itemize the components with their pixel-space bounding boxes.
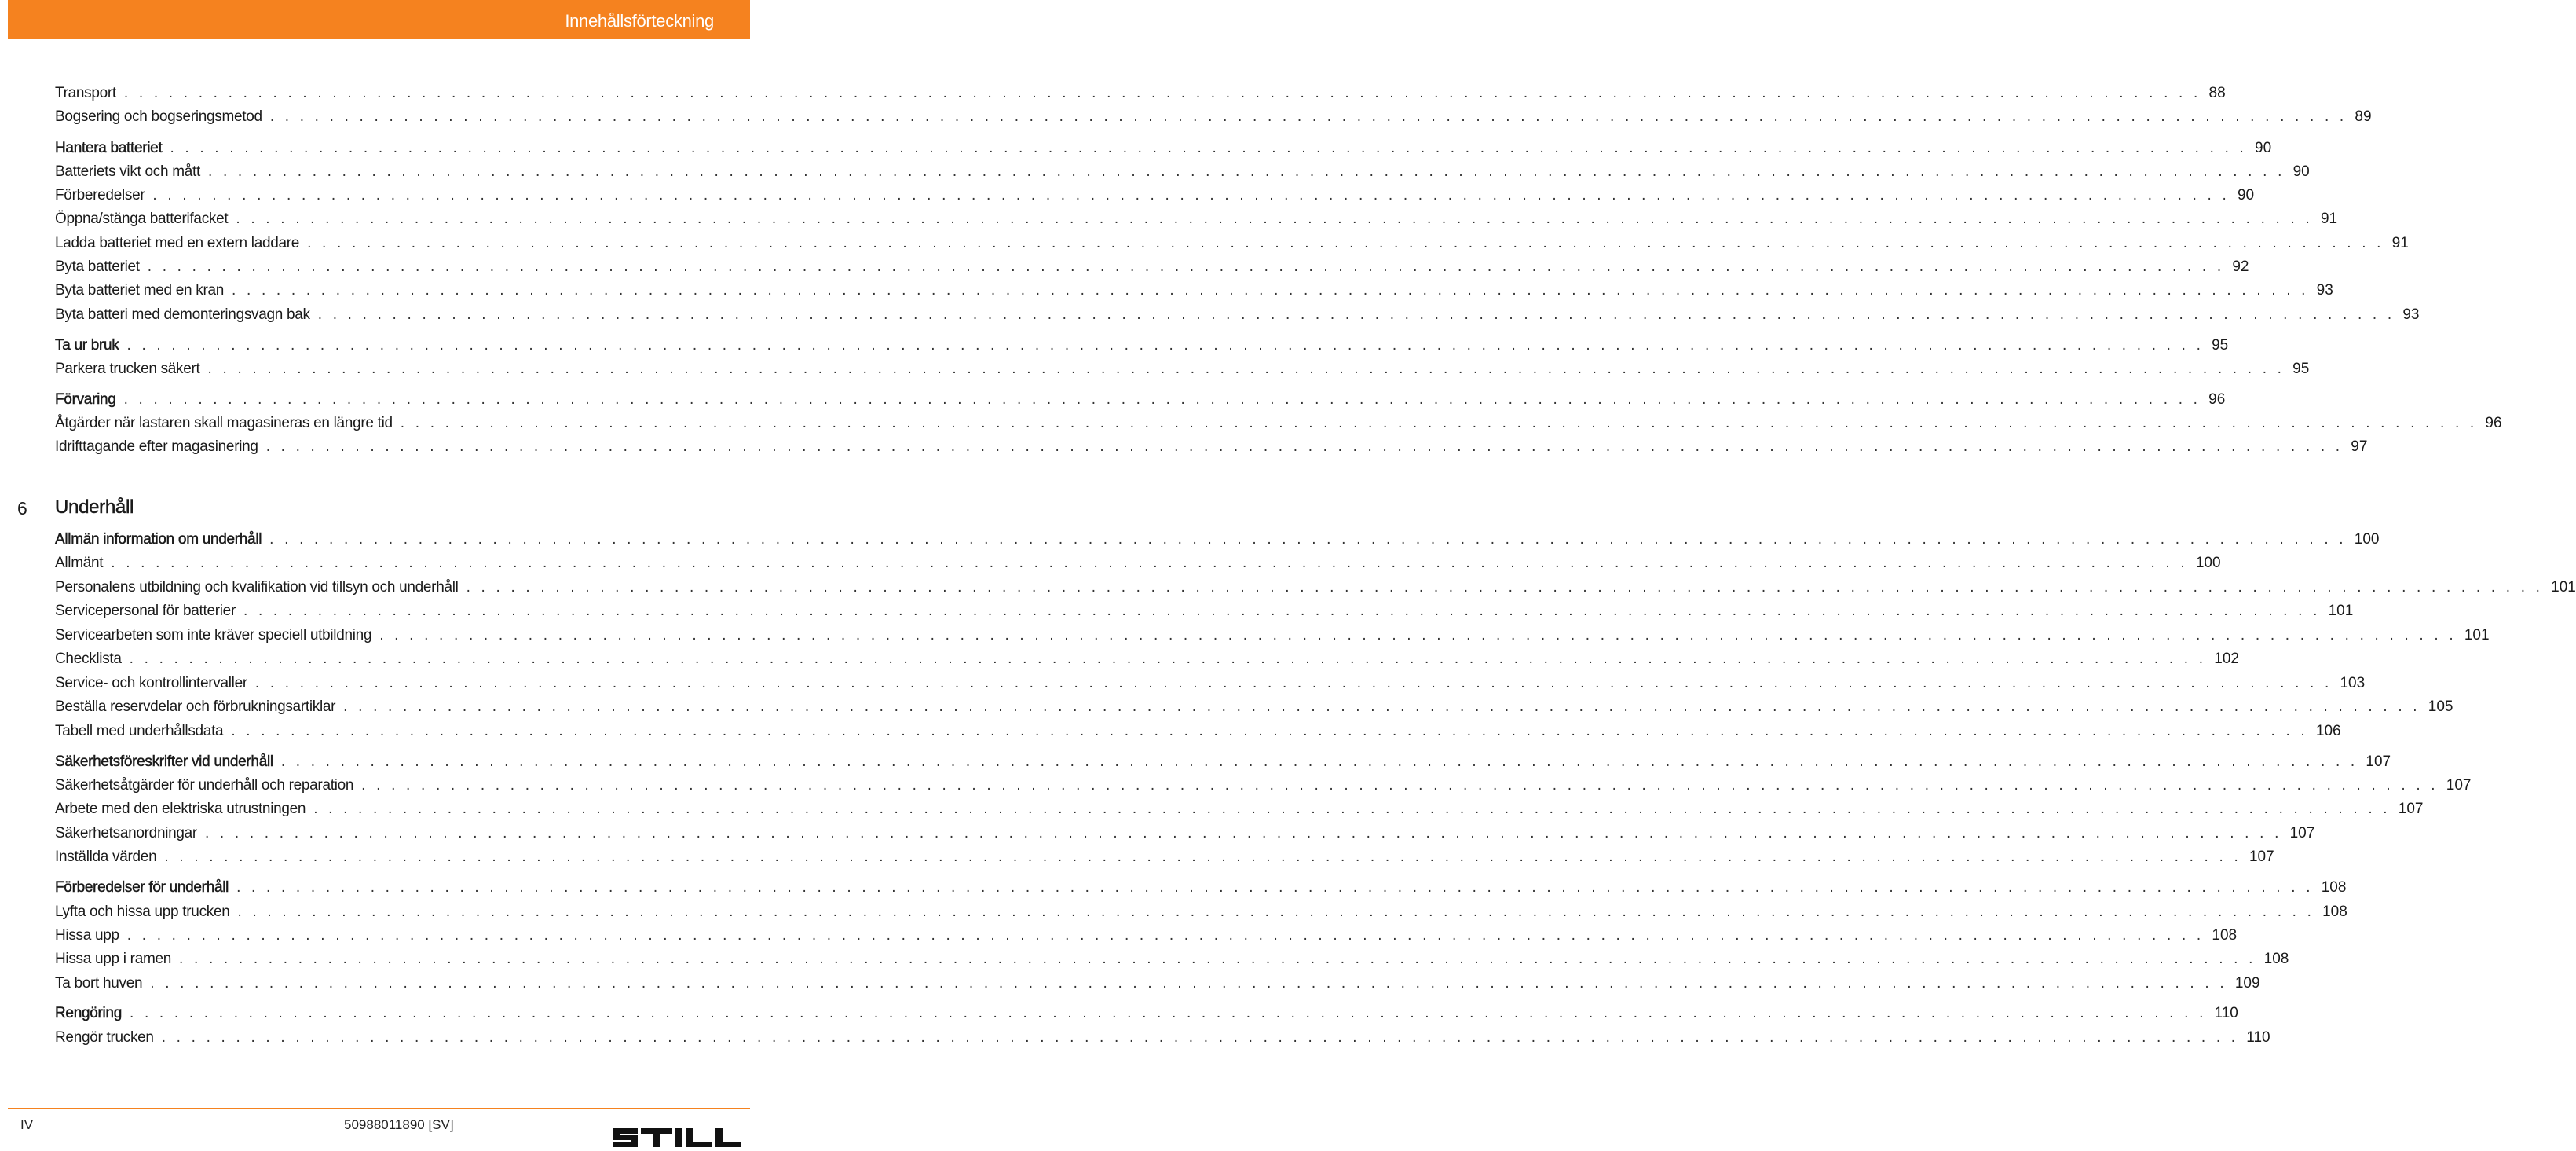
toc-entry[interactable]	[55, 720, 2341, 740]
toc-page-number: 107	[2366, 753, 2391, 770]
toc-entry[interactable]	[55, 624, 2490, 644]
dot-leader: . . . . . . . . . . . . . . . . . . . . . . . . . . . . . . . . . . . . . . . . . . . . . . . . . . . . . . . . . . . . . . . . . . . . . . . . . . . . . . . . . . . . . . . . . . . . . . . . . . . . . . . . . . . . . . . . . . . . . . . . . . . . . . . . . . . . . . . . . . . .	[236, 211, 2313, 227]
toc-page-number: 108	[2322, 904, 2347, 920]
dot-leader: . . . . . . . . . . . . . . . . . . . . . . . . . . . . . . . . . . . . . . . . . . . . . . . . . . . . . . . . . . . . . . . . . . . . . . . . . . . . . . . . . . . . . . . . . . . . . . . . . . . . . . . . . . . . . . . . . . . . . . . . . . . . . . . . . . . . . . . . . . . .	[207, 361, 2285, 377]
dot-leader: . . . . . . . . . . . . . . . . . . . . . . . . . . . . . . . . . . . . . . . . . . . . . . . . . . . . . . . . . . . . . . . . . . . . . . . . . . . . . . . . . . . . . . . . . . . . . . . . . . . . . . . . . . . . . . . . . . . . . . . . . . . . . . . . . . . . . . . . . . . .	[343, 698, 2420, 715]
toc-entry-label: Säkerhetsanordningar	[55, 825, 197, 841]
footer-page-number: IV	[20, 1117, 34, 1132]
toc-entry[interactable]	[55, 845, 2274, 866]
toc-entry-label: Ta bort huven	[55, 975, 143, 992]
toc-page-number: 102	[2214, 651, 2239, 667]
toc-page-number: 97	[2351, 438, 2368, 455]
dot-leader: . . . . . . . . . . . . . . . . . . . . . . . . . . . . . . . . . . . . . . . . . . . . . . . . . . . . . . . . . . . . . . . . . . . . . . . . . . . . . . . . . . . . . . . . . . . . . . . . . . . . . . . . . . . . . . . . . . . . . . . . . . . . . . . . . . . . . . . . . . . .	[243, 603, 2321, 619]
toc-page-number: 91	[2320, 211, 2338, 227]
toc-entry-label: Parkera trucken säkert	[55, 361, 200, 377]
toc-entry-label: Idrifttagande efter magasinering	[55, 438, 258, 455]
toc-entry[interactable]	[55, 207, 2338, 228]
toc-entry[interactable]	[55, 82, 2226, 102]
toc-section-entry[interactable]	[55, 1002, 2238, 1022]
toc-page-number: 96	[2208, 391, 2226, 408]
dot-leader: . . . . . . . . . . . . . . . . . . . . . . . . . . . . . . . . . . . . . . . . . . . . . . . . . . . . . . . . . . . . . . . . . . . . . . . . . . . . . . . . . . . . . . . . . . . . . . . . . . . . . . . . . . . . . . . . . . . . . . . . . . . . . . . . . . . . . . . . . . . .	[313, 801, 2391, 817]
dot-leader: . . . . . . . . . . . . . . . . . . . . . . . . . . . . . . . . . . . . . . . . . . . . . . . . . . . . . . . . . . . . . . . . . . . . . . . . . . . . . . . . . . . . . . . . . . . . . . . . . . . . . . . . . . . . . . . . . . . . . . . . . . . . . . . . . . . . . . . . . . . .	[123, 391, 2201, 408]
toc-entry-label: Byta batteriet med en kran	[55, 282, 225, 299]
dot-leader: . . . . . . . . . . . . . . . . . . . . . . . . . . . . . . . . . . . . . . . . . . . . . . . . . . . . . . . . . . . . . . . . . . . . . . . . . . . . . . . . . . . . . . . . . . . . . . . . . . . . . . . . . . . . . . . . . . . . . . . . . . . . . . . . . . . . . . . . . . . .	[280, 753, 2358, 770]
toc-section-entry[interactable]	[55, 137, 2272, 157]
toc-page-number: 108	[2263, 951, 2289, 967]
toc-page-number: 106	[2315, 723, 2341, 739]
toc-page-number: 88	[2208, 85, 2226, 101]
toc-page-number: 91	[2391, 235, 2409, 251]
toc-entry[interactable]	[55, 948, 2289, 968]
toc-entry[interactable]	[55, 357, 2310, 378]
toc-section-entry[interactable]	[55, 876, 2347, 896]
toc-entry[interactable]	[55, 774, 2472, 794]
toc-entry-label: Allmän information om underhåll	[55, 531, 262, 548]
footer-document-number: 50988011890 [SV]	[344, 1117, 454, 1132]
toc-page-number: 100	[2195, 555, 2221, 571]
dot-leader: . . . . . . . . . . . . . . . . . . . . . . . . . . . . . . . . . . . . . . . . . . . . . . . . . . . . . . . . . . . . . . . . . . . . . . . . . . . . . . . . . . . . . . . . . . . . . . . . . . . . . . . . . . . . . . . . . . . . . . . . . . . . . . . . . . . . . . . . . . . .	[317, 306, 2395, 323]
toc-entry[interactable]	[55, 822, 2315, 842]
dot-leader: . . . . . . . . . . . . . . . . . . . . . . . . . . . . . . . . . . . . . . . . . . . . . . . . . . . . . . . . . . . . . . . . . . . . . . . . . . . . . . . . . . . . . . . . . . . . . . . . . . . . . . . . . . . . . . . . . . . . . . . . . . . . . . . . . . . . . . . . . . . .	[164, 849, 2241, 865]
dot-leader: . . . . . . . . . . . . . . . . . . . . . . . . . . . . . . . . . . . . . . . . . . . . . . . . . . . . . . . . . . . . . . . . . . . . . . . . . . . . . . . . . . . . . . . . . . . . . . . . . . . . . . . . . . . . . . . . . . . . . . . . . . . . . . . . . . . . . . . . . . . .	[129, 651, 2207, 667]
toc-entry[interactable]	[55, 255, 2249, 276]
toc-entry[interactable]	[55, 232, 2409, 252]
toc-page-number: 107	[2249, 849, 2274, 865]
chapter-number: 6	[17, 498, 27, 519]
toc-entry[interactable]	[55, 105, 2372, 126]
toc-entry[interactable]	[55, 279, 2333, 299]
toc-entry[interactable]	[55, 924, 2238, 944]
dot-leader: . . . . . . . . . . . . . . . . . . . . . . . . . . . . . . . . . . . . . . . . . . . . . . . . . . . . . . . . . . . . . . . . . . . . . . . . . . . . . . . . . . . . . . . . . . . . . . . . . . . . . . . . . . . . . . . . . . . . . . . . . . . . . . . . . . . . . . . . . . . .	[269, 531, 2347, 548]
toc-page-number: 107	[2446, 777, 2472, 794]
toc-entry[interactable]	[55, 412, 2502, 432]
toc-entry-label: Checklista	[55, 651, 122, 667]
toc-entry[interactable]	[55, 900, 2347, 921]
dot-leader: . . . . . . . . . . . . . . . . . . . . . . . . . . . . . . . . . . . . . . . . . . . . . . . . . . . . . . . . . . . . . . . . . . . . . . . . . . . . . . . . . . . . . . . . . . . . . . . . . . . . . . . . . . . . . . . . . . . . . . . . . . . . . . . . . . . . . . . . . . . .	[231, 723, 2308, 739]
toc-page-number: 90	[2237, 187, 2255, 203]
toc-page-number: 107	[2398, 801, 2424, 817]
dot-leader: . . . . . . . . . . . . . . . . . . . . . . . . . . . . . . . . . . . . . . . . . . . . . . . . . . . . . . . . . . . . . . . . . . . . . . . . . . . . . . . . . . . . . . . . . . . . . . . . . . . . . . . . . . . . . . . . . . . . . . . . . . . . . . . . . . . . . . . . . . . .	[179, 951, 2256, 967]
toc-entry[interactable]	[55, 435, 2368, 456]
toc-entry-label: Rengöring	[55, 1005, 122, 1021]
toc-entry[interactable]	[55, 672, 2366, 692]
toc-page-number: 92	[2232, 258, 2249, 275]
dot-leader: . . . . . . . . . . . . . . . . . . . . . . . . . . . . . . . . . . . . . . . . . . . . . . . . . . . . . . . . . . . . . . . . . . . . . . . . . . . . . . . . . . . . . . . . . . . . . . . . . . . . . . . . . . . . . . . . . . . . . . . . . . . . . . . . . . . . . . . . . . . .	[232, 282, 2309, 299]
toc-page-number: 108	[2212, 927, 2238, 944]
dot-leader: . . . . . . . . . . . . . . . . . . . . . . . . . . . . . . . . . . . . . . . . . . . . . . . . . . . . . . . . . . . . . . . . . . . . . . . . . . . . . . . . . . . . . . . . . . . . . . . . . . . . . . . . . . . . . . . . . . . . . . . . . . . . . . . . . . . . . . . . . . . .	[147, 258, 2225, 275]
toc-entry-label: Servicepersonal för batterier	[55, 603, 236, 619]
toc-entry-label: Förvaring	[55, 391, 116, 408]
toc-page-number: 101	[2551, 579, 2576, 596]
toc-section-entry[interactable]	[55, 388, 2226, 409]
dot-leader: . . . . . . . . . . . . . . . . . . . . . . . . . . . . . . . . . . . . . . . . . . . . . . . . . . . . . . . . . . . . . . . . . . . . . . . . . . . . . . . . . . . . . . . . . . . . . . . . . . . . . . . . . . . . . . . . . . . . . . . . . . . . . . . . . . . . . . . . . . . .	[161, 1029, 2239, 1046]
toc-entry-label: Tabell med underhållsdata	[55, 723, 224, 739]
toc-entry-label: Service- och kontrollintervaller	[55, 675, 247, 691]
dot-leader: . . . . . . . . . . . . . . . . . . . . . . . . . . . . . . . . . . . . . . . . . . . . . . . . . . . . . . . . . . . . . . . . . . . . . . . . . . . . . . . . . . . . . . . . . . . . . . . . . . . . . . . . . . . . . . . . . . . . . . . . . . . . . . . . . . . . . . . . . . . .	[254, 675, 2333, 691]
toc-entry-label: Förberedelser	[55, 187, 145, 203]
toc-entry-label: Byta batteriet	[55, 258, 140, 275]
toc-page-number: 101	[2328, 603, 2354, 619]
toc-page-number: 101	[2464, 627, 2490, 643]
page-title: Innehållsförteckning	[565, 11, 714, 31]
toc-page-number: 109	[2234, 975, 2260, 992]
toc-entry[interactable]	[55, 797, 2424, 818]
toc-page-number: 90	[2255, 140, 2272, 156]
toc-section-entry[interactable]	[55, 528, 2380, 548]
toc-entry[interactable]	[55, 972, 2260, 992]
chapter-title: Underhåll	[55, 497, 134, 518]
toc-page-number: 108	[2321, 879, 2347, 896]
toc-entry[interactable]	[55, 599, 2354, 620]
toc-entry-label: Beställa reservdelar och förbrukningsartiklar	[55, 698, 336, 715]
toc-page-number: 96	[2485, 415, 2502, 431]
toc-section-entry[interactable]	[55, 750, 2391, 771]
toc-page-number: 100	[2354, 531, 2380, 548]
toc-page-number: 107	[2289, 825, 2315, 841]
toc-page-number: 89	[2355, 108, 2372, 125]
toc-entry[interactable]	[55, 695, 2453, 716]
toc-entry-label: Arbete med den elektriska utrustningen	[55, 801, 306, 817]
toc-page-number: 93	[2316, 282, 2333, 299]
toc-entry-label: Ladda batteriet med en extern laddare	[55, 235, 300, 251]
toc-entry[interactable]	[55, 160, 2310, 181]
toc-page-number: 95	[2212, 337, 2229, 354]
toc-entry-label: Hantera batteriet	[55, 140, 163, 156]
dot-leader: . . . . . . . . . . . . . . . . . . . . . . . . . . . . . . . . . . . . . . . . . . . . . . . . . . . . . . . . . . . . . . . . . . . . . . . . . . . . . . . . . . . . . . . . . . . . . . . . . . . . . . . . . . . . . . . . . . . . . . . . . . . . . . . . . . . . . . . . . . . .	[111, 555, 2188, 571]
toc-entry-label: Bogsering och bogseringsmetod	[55, 108, 262, 125]
toc-entry-label: Batteriets vikt och mått	[55, 163, 200, 180]
dot-leader: . . . . . . . . . . . . . . . . . . . . . . . . . . . . . . . . . . . . . . . . . . . . . . . . . . . . . . . . . . . . . . . . . . . . . . . . . . . . . . . . . . . . . . . . . . . . . . . . . . . . . . . . . . . . . . . . . . . . . . . . . . . . . . . . . . . . . . . . . . . .	[207, 163, 2285, 180]
dot-leader: . . . . . . . . . . . . . . . . . . . . . . . . . . . . . . . . . . . . . . . . . . . . . . . . . . . . . . . . . . . . . . . . . . . . . . . . . . . . . . . . . . . . . . . . . . . . . . . . . . . . . . . . . . . . . . . . . . . . . . . . . . . . . . . . . . . . . . . . . . . .	[379, 627, 2457, 643]
dot-leader: . . . . . . . . . . . . . . . . . . . . . . . . . . . . . . . . . . . . . . . . . . . . . . . . . . . . . . . . . . . . . . . . . . . . . . . . . . . . . . . . . . . . . . . . . . . . . . . . . . . . . . . . . . . . . . . . . . . . . . . . . . . . . . . . . . . . . . . . . . . .	[204, 825, 2282, 841]
dot-leader: . . . . . . . . . . . . . . . . . . . . . . . . . . . . . . . . . . . . . . . . . . . . . . . . . . . . . . . . . . . . . . . . . . . . . . . . . . . . . . . . . . . . . . . . . . . . . . . . . . . . . . . . . . . . . . . . . . . . . . . . . . . . . . . . . . . . . . . . . . . .	[123, 85, 2201, 101]
toc-entry-label: Öppna/stänga batterifacket	[55, 211, 229, 227]
toc-entry[interactable]	[55, 1026, 2270, 1047]
dot-leader: . . . . . . . . . . . . . . . . . . . . . . . . . . . . . . . . . . . . . . . . . . . . . . . . . . . . . . . . . . . . . . . . . . . . . . . . . . . . . . . . . . . . . . . . . . . . . . . . . . . . . . . . . . . . . . . . . . . . . . . . . . . . . . . . . . . . . . . . . . . .	[129, 1005, 2207, 1021]
toc-page-number: 105	[2428, 698, 2453, 715]
dot-leader: . . . . . . . . . . . . . . . . . . . . . . . . . . . . . . . . . . . . . . . . . . . . . . . . . . . . . . . . . . . . . . . . . . . . . . . . . . . . . . . . . . . . . . . . . . . . . . . . . . . . . . . . . . . . . . . . . . . . . . . . . . . . . . . . . . . . . . . . . . . .	[265, 438, 2344, 455]
toc-entry-label: Servicearbeten som inte kräver speciell utbildning	[55, 627, 372, 643]
dot-leader: . . . . . . . . . . . . . . . . . . . . . . . . . . . . . . . . . . . . . . . . . . . . . . . . . . . . . . . . . . . . . . . . . . . . . . . . . . . . . . . . . . . . . . . . . . . . . . . . . . . . . . . . . . . . . . . . . . . . . . . . . . . . . . . . . . . . . . . . . . . .	[236, 879, 2314, 896]
toc-entry-label: Förberedelser för underhåll	[55, 879, 229, 896]
dot-leader: . . . . . . . . . . . . . . . . . . . . . . . . . . . . . . . . . . . . . . . . . . . . . . . . . . . . . . . . . . . . . . . . . . . . . . . . . . . . . . . . . . . . . . . . . . . . . . . . . . . . . . . . . . . . . . . . . . . . . . . . . . . . . . . . . . . . . . . . . . . .	[307, 235, 2384, 251]
dot-leader: . . . . . . . . . . . . . . . . . . . . . . . . . . . . . . . . . . . . . . . . . . . . . . . . . . . . . . . . . . . . . . . . . . . . . . . . . . . . . . . . . . . . . . . . . . . . . . . . . . . . . . . . . . . . . . . . . . . . . . . . . . . . . . . . . . . . . . . . . . . .	[150, 975, 2227, 992]
dot-leader: . . . . . . . . . . . . . . . . . . . . . . . . . . . . . . . . . . . . . . . . . . . . . . . . . . . . . . . . . . . . . . . . . . . . . . . . . . . . . . . . . . . . . . . . . . . . . . . . . . . . . . . . . . . . . . . . . . . . . . . . . . . . . . . . . . . . . . . . . . . .	[400, 415, 2478, 431]
toc-page-number: 93	[2402, 306, 2420, 323]
dot-leader: . . . . . . . . . . . . . . . . . . . . . . . . . . . . . . . . . . . . . . . . . . . . . . . . . . . . . . . . . . . . . . . . . . . . . . . . . . . . . . . . . . . . . . . . . . . . . . . . . . . . . . . . . . . . . . . . . . . . . . . . . . . . . . . . . . . . . . . . . . . .	[126, 927, 2205, 944]
toc-page-number: 103	[2340, 675, 2366, 691]
dot-leader: . . . . . . . . . . . . . . . . . . . . . . . . . . . . . . . . . . . . . . . . . . . . . . . . . . . . . . . . . . . . . . . . . . . . . . . . . . . . . . . . . . . . . . . . . . . . . . . . . . . . . . . . . . . . . . . . . . . . . . . . . . . . . . . . . . . . . . . . . . . .	[170, 140, 2248, 156]
toc-entry-label: Lyfta och hissa upp trucken	[55, 904, 230, 920]
toc-section-entry[interactable]	[55, 334, 2229, 354]
toc-entry-label: Transport	[55, 85, 116, 101]
toc-entry-label: Ta ur bruk	[55, 337, 119, 354]
toc-page-number: 110	[2246, 1029, 2270, 1046]
toc-entry-label: Åtgärder när lastaren skall magasineras en längre tid	[55, 415, 393, 431]
toc-entry-label: Hissa upp	[55, 927, 119, 944]
still-logo	[613, 1125, 749, 1147]
toc-page-number: 110	[2214, 1005, 2238, 1021]
toc-entry[interactable]	[55, 303, 2420, 324]
toc-entry-label: Personalens utbildning och kvalifikation vid tillsyn och underhåll	[55, 579, 459, 596]
toc-entry-label: Säkerhetsföreskrifter vid underhåll	[55, 753, 273, 770]
toc-entry-label: Inställda värden	[55, 849, 157, 865]
toc-entry-label: Byta batteri med demonteringsvagn bak	[55, 306, 310, 323]
toc-entry[interactable]	[55, 576, 2576, 596]
toc-page-number: 90	[2292, 163, 2310, 180]
toc-entry-label: Allmänt	[55, 555, 104, 571]
toc-entry[interactable]	[55, 552, 2221, 572]
toc-entry[interactable]	[55, 184, 2255, 204]
dot-leader: . . . . . . . . . . . . . . . . . . . . . . . . . . . . . . . . . . . . . . . . . . . . . . . . . . . . . . . . . . . . . . . . . . . . . . . . . . . . . . . . . . . . . . . . . . . . . . . . . . . . . . . . . . . . . . . . . . . . . . . . . . . . . . . . . . . . . . . . . . . .	[269, 108, 2347, 125]
dot-leader: . . . . . . . . . . . . . . . . . . . . . . . . . . . . . . . . . . . . . . . . . . . . . . . . . . . . . . . . . . . . . . . . . . . . . . . . . . . . . . . . . . . . . . . . . . . . . . . . . . . . . . . . . . . . . . . . . . . . . . . . . . . . . . . . . . . . . . . . . . . .	[361, 777, 2439, 794]
dot-leader: . . . . . . . . . . . . . . . . . . . . . . . . . . . . . . . . . . . . . . . . . . . . . . . . . . . . . . . . . . . . . . . . . . . . . . . . . . . . . . . . . . . . . . . . . . . . . . . . . . . . . . . . . . . . . . . . . . . . . . . . . . . . . . . . . . . . . . . . . . . .	[126, 337, 2205, 354]
toc-page-number: 95	[2292, 361, 2310, 377]
toc-entry-label: Hissa upp i ramen	[55, 951, 172, 967]
toc-entry-label: Säkerhetsåtgärder för underhåll och reparation	[55, 777, 354, 794]
toc-entry-label: Rengör trucken	[55, 1029, 154, 1046]
dot-leader: . . . . . . . . . . . . . . . . . . . . . . . . . . . . . . . . . . . . . . . . . . . . . . . . . . . . . . . . . . . . . . . . . . . . . . . . . . . . . . . . . . . . . . . . . . . . . . . . . . . . . . . . . . . . . . . . . . . . . . . . . . . . . . . . . . . . . . . . . . . .	[152, 187, 2230, 203]
dot-leader: . . . . . . . . . . . . . . . . . . . . . . . . . . . . . . . . . . . . . . . . . . . . . . . . . . . . . . . . . . . . . . . . . . . . . . . . . . . . . . . . . . . . . . . . . . . . . . . . . . . . . . . . . . . . . . . . . . . . . . . . . . . . . . . . . . . . . . . . . . . .	[466, 579, 2544, 596]
toc-entry[interactable]	[55, 647, 2239, 668]
dot-leader: . . . . . . . . . . . . . . . . . . . . . . . . . . . . . . . . . . . . . . . . . . . . . . . . . . . . . . . . . . . . . . . . . . . . . . . . . . . . . . . . . . . . . . . . . . . . . . . . . . . . . . . . . . . . . . . . . . . . . . . . . . . . . . . . . . . . . . . . . . . .	[237, 904, 2315, 920]
